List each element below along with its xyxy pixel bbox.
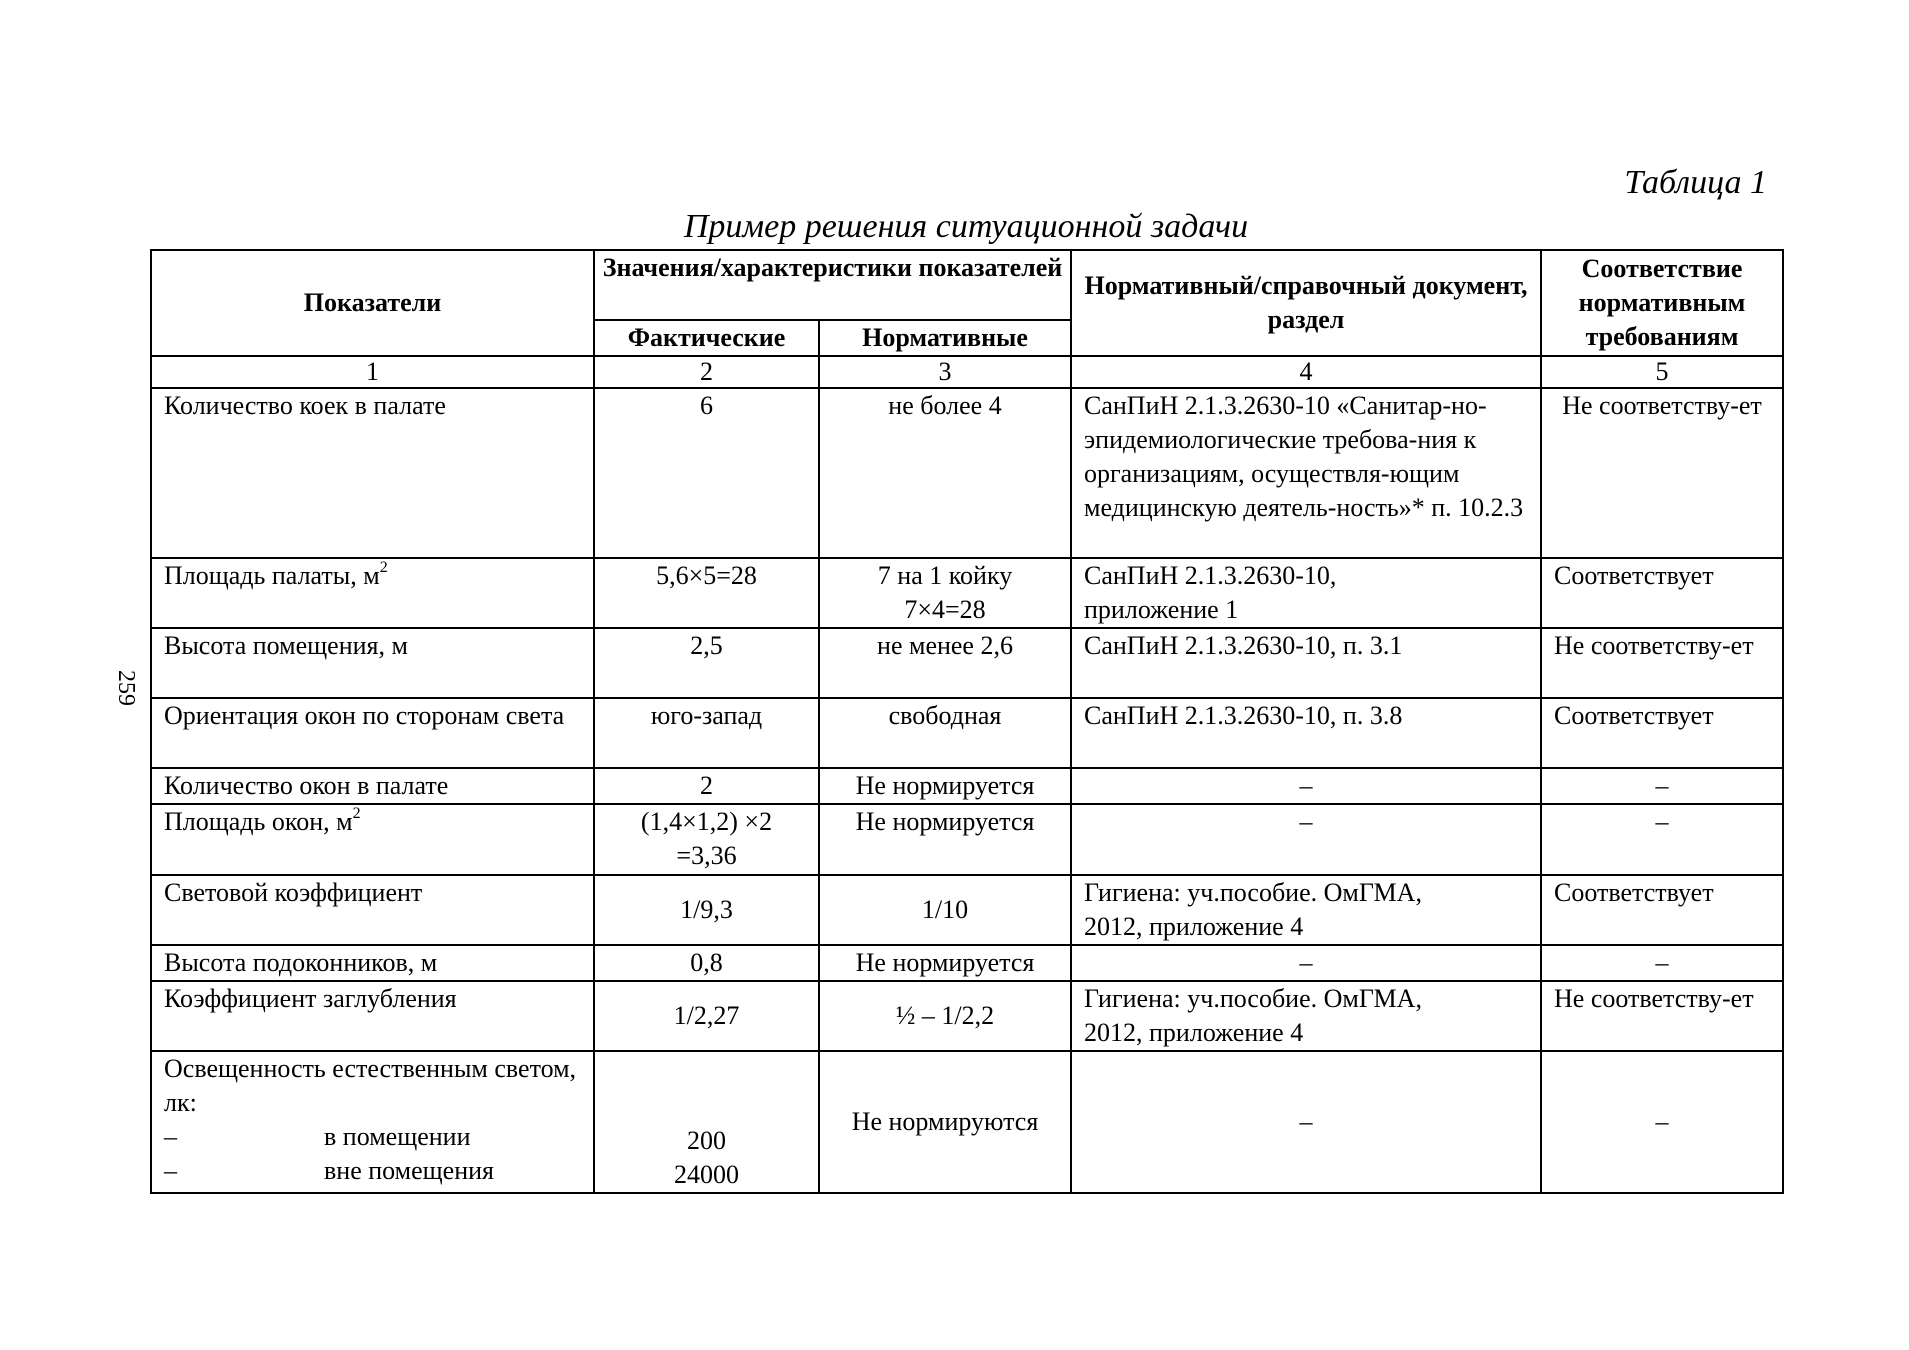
normative-cell: не менее 2,6: [819, 628, 1071, 698]
document-line: Гигиена: уч.пособие. ОмГМА,: [1084, 984, 1422, 1013]
header-indicators: Показатели: [151, 250, 594, 356]
normative-cell: не более 4: [819, 388, 1071, 558]
compliance-cell: Не соответству-ет: [1541, 628, 1783, 698]
column-number: 4: [1071, 356, 1541, 388]
unit-superscript: 2: [352, 805, 361, 822]
document-line: Гигиена: уч.пособие. ОмГМА,: [1084, 878, 1422, 907]
compliance-cell: –: [1541, 945, 1783, 981]
actual-cell: 5,6×5=28: [594, 558, 819, 628]
data-table: [150, 249, 1784, 1194]
normative-cell: 1/10: [819, 875, 1071, 945]
header-document: Нормативный/справочный документ, раздел: [1071, 250, 1541, 356]
indicator-cell: [151, 558, 594, 628]
header-compliance: Соответствие нормативным требованиям: [1541, 250, 1783, 356]
indicator-cell: Количество окон в палате: [151, 768, 594, 804]
table-row: [151, 768, 1783, 804]
actual-line: 24000: [674, 1160, 739, 1189]
document-cell: [1071, 558, 1541, 628]
indicator-cell: [151, 1051, 594, 1193]
page-number: 259: [113, 670, 139, 706]
actual-cell: [594, 1051, 819, 1193]
indicator-cell: Ориентация окон по сторонам света: [151, 698, 594, 768]
normative-line: 7 на 1 койку: [877, 561, 1013, 590]
table-row: [151, 558, 1783, 628]
normative-cell: ½ – 1/2,2: [819, 981, 1071, 1051]
table-row: [151, 875, 1783, 945]
indicator-cell: Количество коек в палате: [151, 388, 594, 558]
table-row: [151, 1051, 1783, 1193]
actual-cell: юго-запад: [594, 698, 819, 768]
column-numbers-row: [151, 356, 1783, 388]
dash-marker: –: [164, 1122, 177, 1151]
actual-cell: 2,5: [594, 628, 819, 698]
indicator-text: Площадь окон, м: [164, 807, 353, 836]
document-line: приложение 1: [1084, 595, 1239, 624]
document-line: 2012, приложение 4: [1084, 1018, 1304, 1047]
column-number: 3: [819, 356, 1071, 388]
normative-cell: Не нормируется: [819, 945, 1071, 981]
actual-line: 200: [687, 1126, 726, 1155]
document-cell: [1071, 981, 1541, 1051]
normative-cell: Не нормируются: [819, 1051, 1071, 1193]
normative-line: 7×4=28: [904, 595, 986, 624]
normative-cell: [819, 558, 1071, 628]
document-cell: СанПиН 2.1.3.2630-10 «Санитар-но-эпидемиологические требова-ния к организациям, осуществля-ющим медицинскую деятель-ность»* п. 10.2.3: [1071, 388, 1541, 558]
indicator-cell: Световой коэффициент: [151, 875, 594, 945]
column-number: 2: [594, 356, 819, 388]
table-row: [151, 388, 1783, 558]
document-cell: СанПиН 2.1.3.2630-10, п. 3.8: [1071, 698, 1541, 768]
table-title: Пример решения ситуационной задачи: [683, 208, 1249, 245]
header-values-group: Значения/характеристики показателей: [594, 250, 1071, 320]
actual-cell: 1/2,27: [594, 981, 819, 1051]
table-caption: Таблица 1: [1624, 164, 1767, 201]
sub-item-inside: [164, 1120, 581, 1154]
indicator-text: Освещенность естественным светом, лк:: [164, 1054, 577, 1117]
document-cell: –: [1071, 945, 1541, 981]
dash-marker: –: [164, 1156, 177, 1185]
indicator-cell: Высота подоконников, м: [151, 945, 594, 981]
header-actual: Фактические: [594, 320, 819, 356]
indicator-text: Площадь палаты, м: [164, 561, 380, 590]
actual-line: =3,36: [676, 841, 737, 870]
unit-superscript: 2: [379, 559, 388, 576]
compliance-cell: –: [1541, 804, 1783, 875]
document-cell: –: [1071, 768, 1541, 804]
indicator-cell: Высота помещения, м: [151, 628, 594, 698]
indicator-cell: [151, 804, 594, 875]
header-normative: Нормативные: [819, 320, 1071, 356]
normative-cell: Не нормируется: [819, 768, 1071, 804]
document-line: 2012, приложение 4: [1084, 912, 1304, 941]
actual-cell: 0,8: [594, 945, 819, 981]
actual-cell: 2: [594, 768, 819, 804]
document-cell: –: [1071, 1051, 1541, 1193]
compliance-cell: Соответствует: [1541, 875, 1783, 945]
document-cell: –: [1071, 804, 1541, 875]
compliance-cell: Не соответству-ет: [1541, 388, 1783, 558]
sub-item-label: вне помещения: [324, 1156, 494, 1185]
compliance-cell: Соответствует: [1541, 558, 1783, 628]
actual-cell: [594, 804, 819, 875]
compliance-cell: –: [1541, 768, 1783, 804]
document-cell: [1071, 875, 1541, 945]
table-row: [151, 945, 1783, 981]
table-row: [151, 698, 1783, 768]
indicator-cell: Коэффициент заглубления: [151, 981, 594, 1051]
column-number: 1: [151, 356, 594, 388]
sub-item-label: в помещении: [324, 1122, 471, 1151]
actual-line: (1,4×1,2) ×2: [640, 807, 773, 836]
compliance-cell: Не соответству-ет: [1541, 981, 1783, 1051]
table-row: [151, 981, 1783, 1051]
document-cell: СанПиН 2.1.3.2630-10, п. 3.1: [1071, 628, 1541, 698]
compliance-cell: –: [1541, 1051, 1783, 1193]
document-line: СанПиН 2.1.3.2630-10,: [1084, 561, 1337, 590]
table-row: [151, 628, 1783, 698]
sub-item-outside: [164, 1154, 581, 1188]
actual-cell: 6: [594, 388, 819, 558]
normative-cell: Не нормируется: [819, 804, 1071, 875]
table-row: [151, 804, 1783, 875]
actual-cell: 1/9,3: [594, 875, 819, 945]
normative-cell: свободная: [819, 698, 1071, 768]
column-number: 5: [1541, 356, 1783, 388]
compliance-cell: Соответствует: [1541, 698, 1783, 768]
